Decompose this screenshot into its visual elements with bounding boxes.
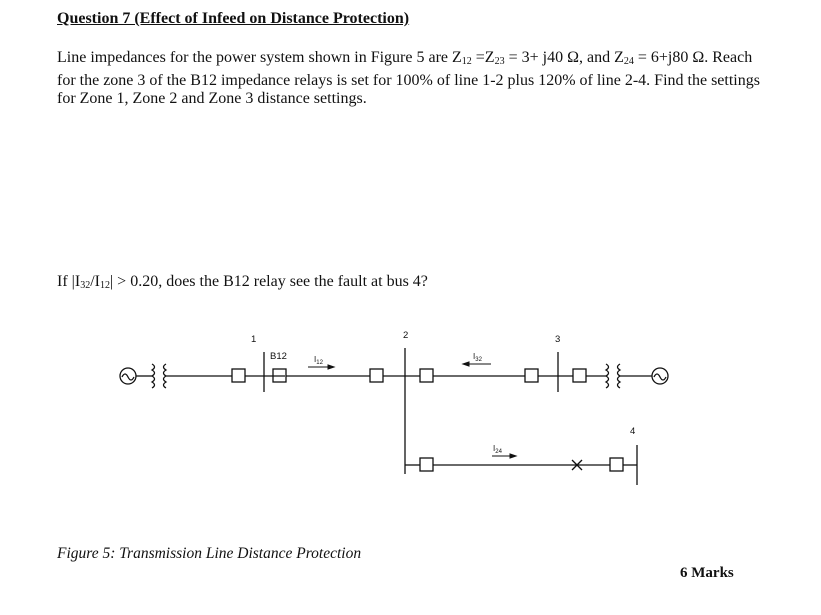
fault-question: If $|I_{32}/I_{12}| > 0.20$, does the B12 relay see the fault at bus 4? [57, 273, 428, 291]
problem-statement: Line impedances for the power system shown in Figure 5 are $Z_{12} =Z_{23} = 3+ j40$ Ω, and $Z_{24} = 6+j80$ Ω. Reach for the zone 3 of the B12 impedance relays is set for 100% of line 1-2 plus 120% of line 2-4. Find the settings for Zone 1, Zone 2 and Zone 3 distance settings. [57, 49, 760, 107]
generator-left-icon [120, 368, 136, 384]
transformer-right-icon [606, 364, 620, 388]
bus-1-label: 1 [251, 334, 257, 345]
breaker-b23 [420, 369, 433, 382]
i32-arrowhead [463, 362, 469, 366]
bus-3-label: 3 [555, 334, 561, 345]
breaker-b32 [525, 369, 538, 382]
marks-label: 6 Marks [680, 565, 734, 581]
bus-2-label: 2 [403, 330, 409, 341]
breaker-gen3 [573, 369, 586, 382]
relay-b12-label: B12 [270, 351, 287, 362]
generator-right-icon [652, 368, 668, 384]
i32-label: $I_{32}$ [473, 352, 482, 363]
transformer-left-icon [152, 364, 166, 388]
i12-arrowhead [328, 365, 334, 369]
i24-arrowhead [510, 454, 516, 458]
breaker-b42 [610, 458, 623, 471]
figure-caption: Figure 5: Transmission Line Distance Protection [57, 545, 362, 562]
i24-label: $I_{24}$ [493, 444, 502, 455]
bus-4-label: 4 [630, 426, 636, 437]
i12-label: $I_{12}$ [314, 355, 323, 366]
question-title: Question 7 (Effect of Infeed on Distance Protection) [57, 10, 410, 27]
breaker-b21 [370, 369, 383, 382]
breaker-b24 [420, 458, 433, 471]
breaker-gen1 [232, 369, 245, 382]
